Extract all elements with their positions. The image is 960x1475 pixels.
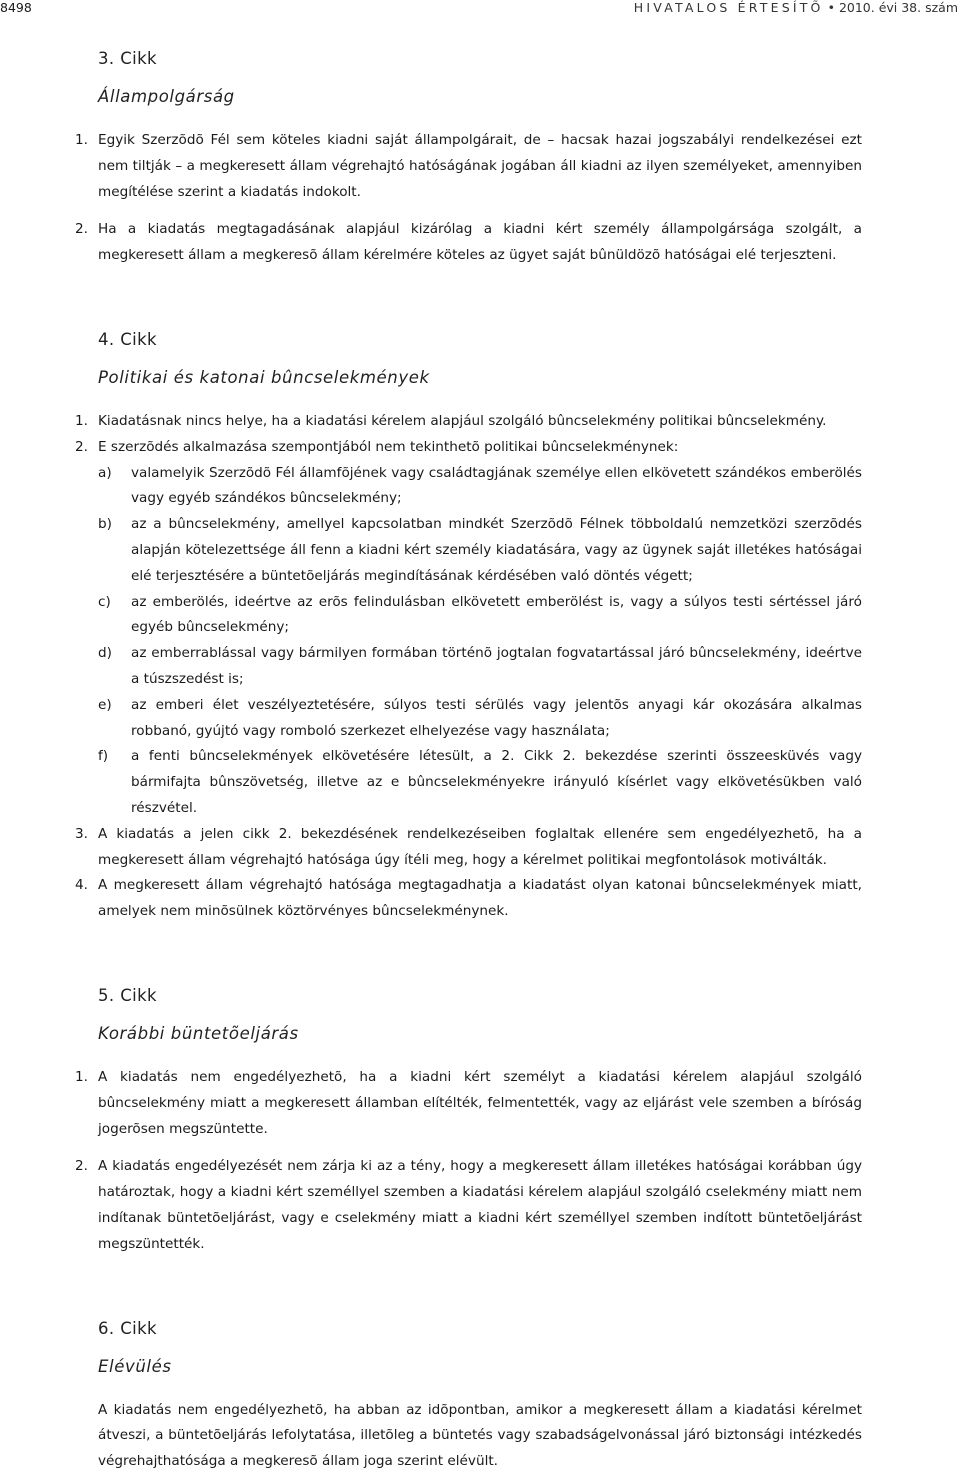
- paragraph: [0, 217, 862, 269]
- document-body: [0, 48, 960, 1475]
- paragraph: [0, 822, 862, 874]
- paragraph-text: E szerzõdés alkalmazása szempontjából nem tekinthetõ politikai bûncselekménynek:: [98, 438, 679, 455]
- bullet-separator: •: [827, 0, 839, 15]
- paragraph-text: A kiadatás nem engedélyezhetõ, ha abban az idõpontban, amikor a megkeresett állam a kiadatási kérelmet átveszi, a büntetõeljárás lefolytatása, illetõleg a büntetés vagy szabadságelvonással járó biztonsági intézkedés végrehajthatósága a megkeresõ állam joga szerint elévült.: [98, 1401, 862, 1470]
- section-3-cikk: [0, 48, 960, 269]
- paragraph-number: 1.: [75, 1068, 88, 1085]
- running-head: [634, 0, 958, 16]
- paragraph-number: 2.: [75, 221, 88, 238]
- list-item-text: az emberrablással vagy bármilyen formában történõ jogtalan fogvatartással járó bûncselekmény, ideértve a túszszedést is;: [131, 645, 862, 687]
- list-item-text: az emberölés, ideértve az erõs felindulásban elkövetett emberölést is, vagy a súlyos testi sértéssel járó egyéb bûncselekmény;: [131, 593, 862, 636]
- paragraph-number: 4.: [75, 877, 88, 894]
- page-number: 8498: [0, 0, 32, 15]
- list-item: [0, 590, 862, 642]
- list-item: [0, 641, 862, 693]
- paragraph-number: 3.: [75, 825, 88, 842]
- list-item-letter: d): [98, 645, 112, 662]
- paragraph-text: Kiadatásnak nincs helye, ha a kiadatási kérelem alapjául szolgáló bûncselekmény politikai bûncselekmény.: [98, 412, 827, 429]
- paragraph-text: A megkeresett állam végrehajtó hatósága megtagadhatja a kiadatást olyan katonai bûncselekmények miatt, amelyek nem minõsülnek köztörvényes bûncselekménynek.: [98, 877, 862, 920]
- paragraph-text: Ha a kiadatás megtagadásának alapjául kizárólag a kiadni kért személy állampolgársága szolgált, a megkeresett állam a megkeresõ állam kérelmére köteles az ügyet saját bûnüldözõ hatóságai elé terjeszteni.: [98, 221, 862, 264]
- paragraph: [0, 1398, 862, 1475]
- section-title: Politikai és katonai bûncselekmények: [98, 367, 430, 387]
- list-item-letter: c): [98, 593, 111, 610]
- list-item-text: az a bûncselekmény, amellyel kapcsolatban mindkét Szerzõdõ Félnek többoldalú nemzetközi szerzõdés alapján kötelezettsége áll fenn a kiadni kért személy kiadatására, vagy az ügynek saját illetékes hatóságai elé terjesztésére a büntetõeljárás megindításának kérdésében való döntés végett;: [131, 516, 862, 584]
- list-item-letter: f): [98, 748, 109, 765]
- list-item-letter: e): [98, 696, 112, 713]
- section-title: Állampolgárság: [98, 87, 235, 106]
- list-item-text: valamelyik Szerzõdõ Fél államfõjének vagy családtagjának személye ellen elkövetett szándékos emberölés vagy egyéb szándékos bûncselekmény;: [131, 464, 862, 507]
- list-item-letter: a): [98, 464, 112, 481]
- section-6-cikk: [0, 1318, 960, 1475]
- issue-label: 2010. évi 38. szám: [838, 0, 958, 15]
- list-item-text: a fenti bûncselekmények elkövetésére létesült, a 2. Cikk 2. bekezdése szerinti összeesküvés vagy bármifajta bûnszövetség, illetve az e bûncselekményekre irányuló kísérlet vagy elkövetésükben való részvétel.: [131, 748, 862, 816]
- paragraph-text: A kiadatás nem engedélyezhetõ, ha a kiadni kért személyt a kiadatási kérelem alapjául szolgáló bûncselekmény miatt a megkeresett államban elítélték, felmentették, vagy az eljárást vele szemben a bíróság jogerõsen megszüntette.: [98, 1068, 862, 1137]
- paragraph: [0, 873, 862, 925]
- list-item-letter: b): [98, 516, 112, 533]
- list-item: [0, 744, 862, 821]
- paragraph-text: Egyik Szerzõdõ Fél sem köteles kiadni saját állampolgárait, de – hacsak hazai jogszabályi rendelkezései ezt nem tiltják – a megkeresett állam végrehajtó hatóságának jogában áll kiadni az ilyen személyeket, amennyiben megítélése szerint a kiadatás indokolt.: [98, 132, 862, 200]
- paragraph: [0, 128, 862, 205]
- section-number: 5. Cikk: [98, 985, 158, 1005]
- paragraph-number: 1.: [75, 412, 88, 429]
- paragraph: [0, 409, 862, 435]
- list-item-text: az emberi élet veszélyeztetésére, súlyos testi sérülés vagy jelentõs anyagi kár okozására alkalmas robbanó, gyújtó vagy romboló szerkezet elhelyezése vagy használata;: [131, 696, 862, 739]
- section-number: 6. Cikk: [98, 1318, 158, 1338]
- list-item: [0, 461, 862, 513]
- page-header: [0, 0, 960, 18]
- paragraph: [0, 435, 862, 461]
- section-title: Elévülés: [98, 1356, 172, 1376]
- paragraph-number: 2.: [75, 438, 88, 455]
- paragraph-number: 2.: [75, 1158, 88, 1175]
- paragraph: [0, 1065, 862, 1142]
- section-number: 4. Cikk: [98, 329, 158, 349]
- paragraph: [0, 1154, 862, 1257]
- journal-title: HIVATALOS ÉRTESÍTÕ: [633, 0, 824, 15]
- paragraph-text: A kiadatás a jelen cikk 2. bekezdésének rendelkezéseiben foglaltak ellenére sem engedélyezhetõ, ha a megkeresett állam végrehajtó hatósága úgy ítéli meg, hogy a kérelmet politikai megfontolások motiválták.: [98, 825, 862, 868]
- list-item: [0, 693, 862, 745]
- section-number: 3. Cikk: [98, 49, 158, 68]
- paragraph-text: A kiadatás engedélyezését nem zárja ki az a tény, hogy a megkeresett állam illetékes hatóságai korábban úgy határoztak, hogy a kiadni kért személlyel szemben a kiadatási kérelem alapjául szolgáló cselekmény miatt nem indítanak büntetõeljárást, vagy e cselekmény miatt a kiadni kért személlyel szemben indított büntetõeljárást megszüntették.: [98, 1158, 862, 1252]
- list-item: [0, 512, 862, 589]
- section-5-cikk: [0, 985, 960, 1258]
- section-title: Korábbi büntetõeljárás: [98, 1023, 299, 1043]
- section-4-cikk: [0, 329, 960, 925]
- paragraph-number: 1.: [75, 132, 88, 148]
